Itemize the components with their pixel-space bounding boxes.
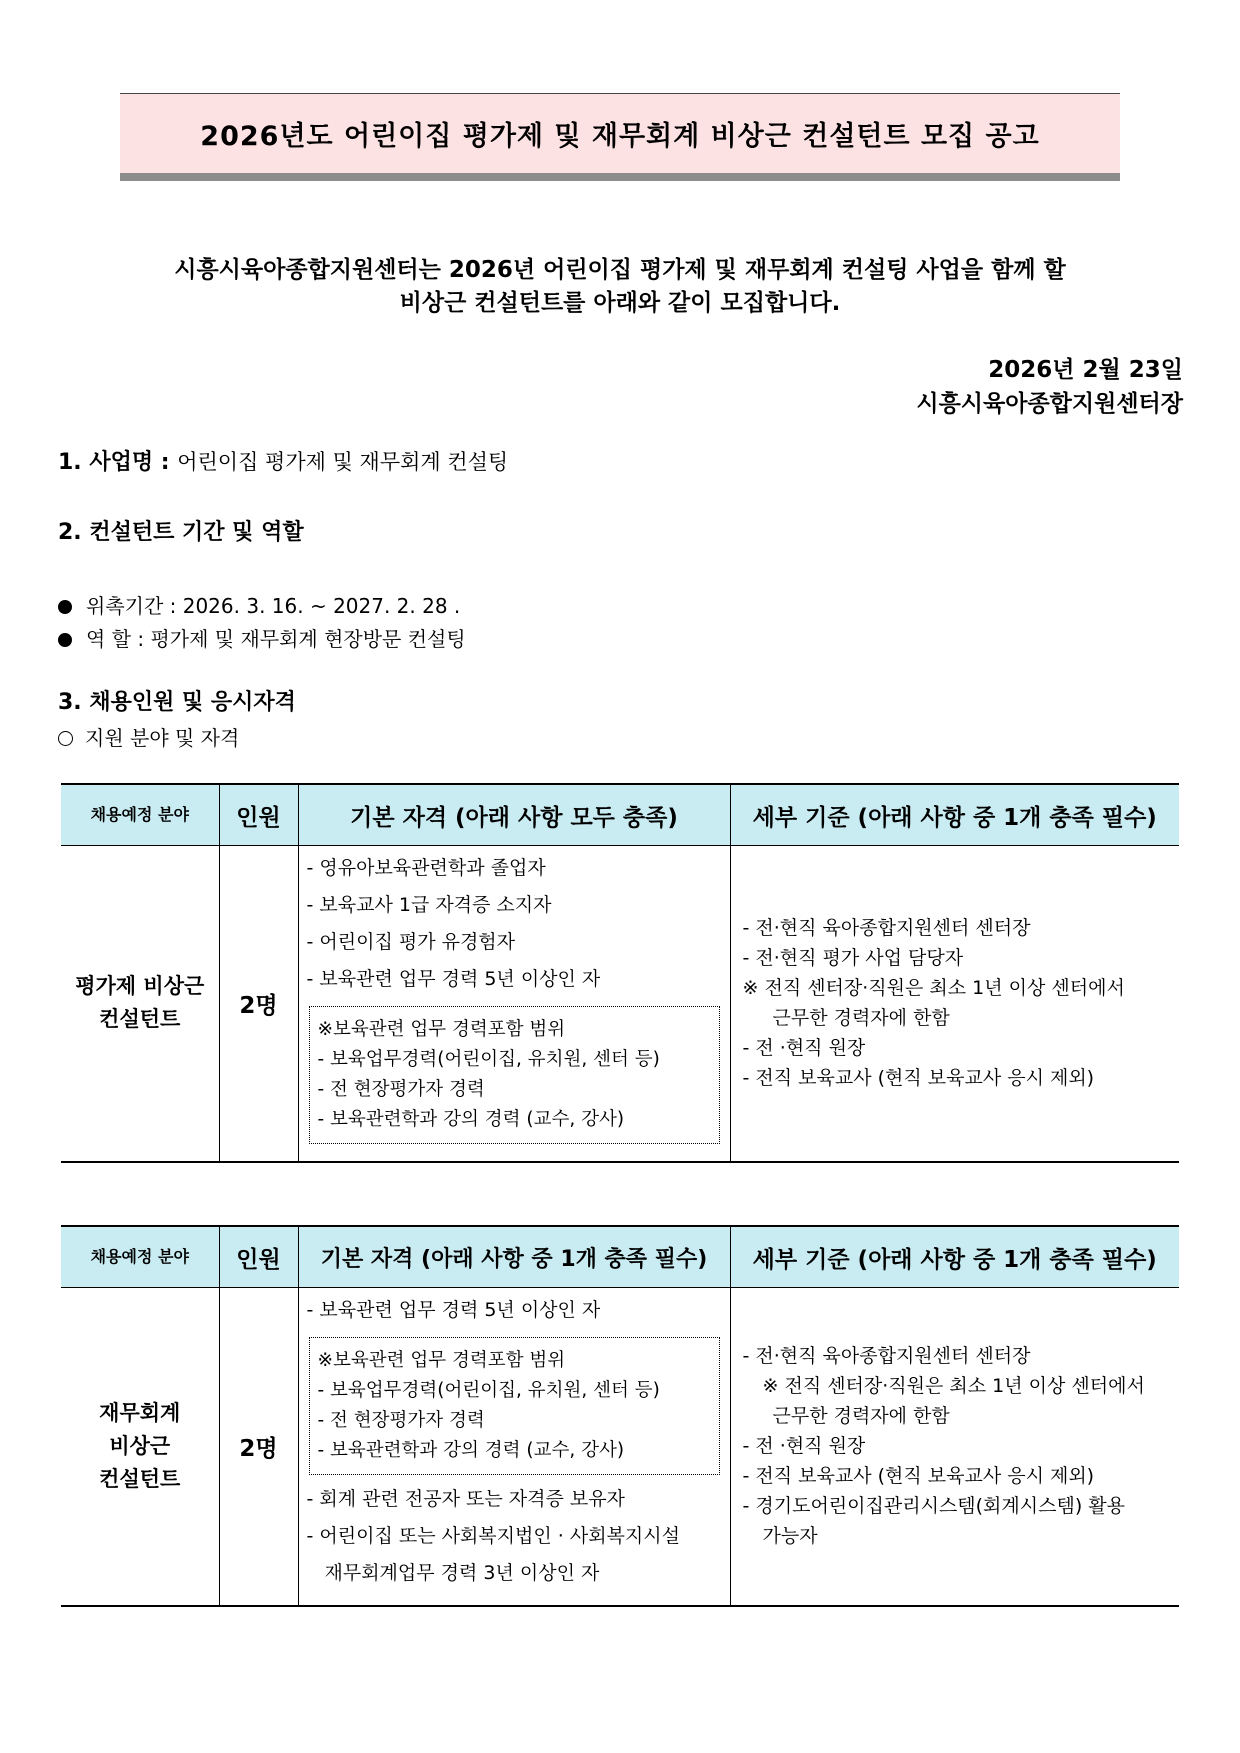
col-header-basic: 기본 자격 (아래 사항 모두 충족) — [298, 784, 730, 846]
basic-item: - 영유아보육관련학과 졸업자 — [306, 857, 546, 879]
basic-cell — [298, 1288, 730, 1606]
count-cell: 2명 — [219, 1288, 298, 1606]
basic-item: - 보육교사 1급 자격증 소지자 — [306, 894, 552, 916]
date-block — [916, 353, 1183, 421]
section-1-value: 어린이집 평가제 및 재무회계 컨설팅 — [177, 450, 509, 474]
detail-item: 가능자 — [762, 1525, 818, 1548]
table-evaluation — [61, 783, 1179, 1163]
detail-item: - 전직 보육교사 (현직 보육교사 응시 제외) — [742, 1067, 1095, 1090]
section-3-sub-text: 지원 분야 및 자격 — [85, 726, 240, 750]
detail-cell — [730, 1288, 1179, 1606]
intro-line-2: 비상근 컨설턴트를 아래와 같이 모집합니다. — [399, 290, 841, 316]
table-accounting — [61, 1225, 1179, 1607]
section-1-heading: 1. 사업명 : — [58, 450, 170, 475]
table-row — [61, 1288, 1179, 1606]
bullet-icon — [58, 600, 72, 614]
field-cell — [61, 1288, 219, 1606]
basic-item: - 보육관련 업무 경력 5년 이상인 자 — [306, 1299, 601, 1321]
experience-scope-box — [309, 1337, 720, 1475]
box-line: - 보육업무경력(어린이집, 유치원, 센터 등) — [317, 1049, 660, 1070]
box-line: ※보육관련 업무 경력포함 범위 — [317, 1019, 566, 1040]
box-line: - 보육업무경력(어린이집, 유치원, 센터 등) — [317, 1380, 660, 1401]
table-row — [61, 846, 1179, 1162]
detail-item: - 경기도어린이집관리시스템(회계시스템) 활용 — [742, 1495, 1125, 1518]
section-2-heading: 2. 컨설턴트 기간 및 역할 — [58, 520, 304, 545]
detail-item: 근무한 경력자에 한함 — [772, 1007, 950, 1030]
basic-item: 재무회계업무 경력 3년 이상인 자 — [324, 1562, 600, 1584]
col-header-count: 인원 — [219, 1226, 298, 1288]
box-line: - 보육관련학과 강의 경력 (교수, 강사) — [317, 1109, 625, 1130]
detail-item: 근무한 경력자에 한함 — [772, 1405, 950, 1428]
bullet-icon — [58, 633, 72, 647]
announcement-date: 2026년 2월 23일 — [988, 357, 1183, 383]
detail-item: - 전·현직 육아종합지원센터 센터장 — [742, 917, 1031, 940]
issuer: 시흥시육아종합지원센터장 — [916, 391, 1183, 417]
period-text: 위촉기간 : 2026. 3. 16. ~ 2027. 2. 28 . — [86, 594, 461, 618]
col-header-count: 인원 — [219, 784, 298, 846]
detail-item: - 전직 보육교사 (현직 보육교사 응시 제외) — [742, 1465, 1095, 1488]
intro-paragraph — [0, 254, 1240, 320]
role-item — [58, 623, 466, 652]
detail-item: ※ 전직 센터장·직원은 최소 1년 이상 센터에서 — [762, 1375, 1145, 1398]
detail-item: - 전 ·현직 원장 — [742, 1037, 866, 1060]
basic-item: - 회계 관련 전공자 또는 자격증 보유자 — [306, 1488, 625, 1510]
intro-line-1: 시흥시육아종합지원센터는 2026년 어린이집 평가제 및 재무회계 컨설팅 사업을 함께 할 — [174, 257, 1066, 283]
col-header-detail: 세부 기준 (아래 사항 중 1개 충족 필수) — [730, 1226, 1179, 1288]
col-header-basic: 기본 자격 (아래 사항 중 1개 충족 필수) — [298, 1226, 730, 1288]
basic-item: - 어린이집 평가 유경험자 — [306, 931, 516, 953]
box-line: - 전 현장평가자 경력 — [317, 1410, 485, 1431]
basic-item: - 보육관련 업무 경력 5년 이상인 자 — [306, 968, 601, 990]
basic-cell — [298, 846, 730, 1162]
box-line: - 보육관련학과 강의 경력 (교수, 강사) — [317, 1440, 625, 1461]
col-header-field: 채용예정 분야 — [61, 784, 219, 846]
box-line: ※보육관련 업무 경력포함 범위 — [317, 1350, 566, 1371]
field-line: 컨설턴트 — [99, 1007, 181, 1032]
field-line: 비상근 — [109, 1433, 171, 1458]
field-cell — [61, 846, 219, 1162]
page-title: 2026년도 어린이집 평가제 및 재무회계 비상근 컨설턴트 모집 공고 — [120, 93, 1120, 173]
title-underline — [120, 173, 1120, 181]
box-line: - 전 현장평가자 경력 — [317, 1079, 485, 1100]
section-3-heading: 3. 채용인원 및 응시자격 — [58, 690, 296, 715]
detail-item: - 전 ·현직 원장 — [742, 1435, 866, 1458]
field-line: 컨설턴트 — [99, 1466, 181, 1491]
table-header-row — [61, 1226, 1179, 1288]
detail-item: - 전·현직 육아종합지원센터 센터장 — [742, 1345, 1031, 1368]
period-item — [58, 590, 460, 619]
field-line: 평가제 비상근 — [75, 974, 205, 999]
circle-bullet-icon — [58, 731, 73, 746]
role-text: 역 할 : 평가제 및 재무회계 현장방문 컨설팅 — [86, 627, 466, 651]
count-cell: 2명 — [219, 846, 298, 1162]
detail-item: ※ 전직 센터장·직원은 최소 1년 이상 센터에서 — [742, 977, 1125, 1000]
field-line: 재무회계 — [99, 1400, 181, 1425]
detail-item: - 전·현직 평가 사업 담당자 — [742, 947, 964, 970]
detail-cell — [730, 846, 1179, 1162]
table-header-row — [61, 784, 1179, 846]
section-1 — [58, 445, 508, 476]
col-header-field: 채용예정 분야 — [61, 1226, 219, 1288]
col-header-detail: 세부 기준 (아래 사항 중 1개 충족 필수) — [730, 784, 1179, 846]
basic-item: - 어린이집 또는 사회복지법인 · 사회복지시설 — [306, 1525, 680, 1547]
section-3-sub — [58, 722, 239, 751]
experience-scope-box — [309, 1006, 720, 1144]
